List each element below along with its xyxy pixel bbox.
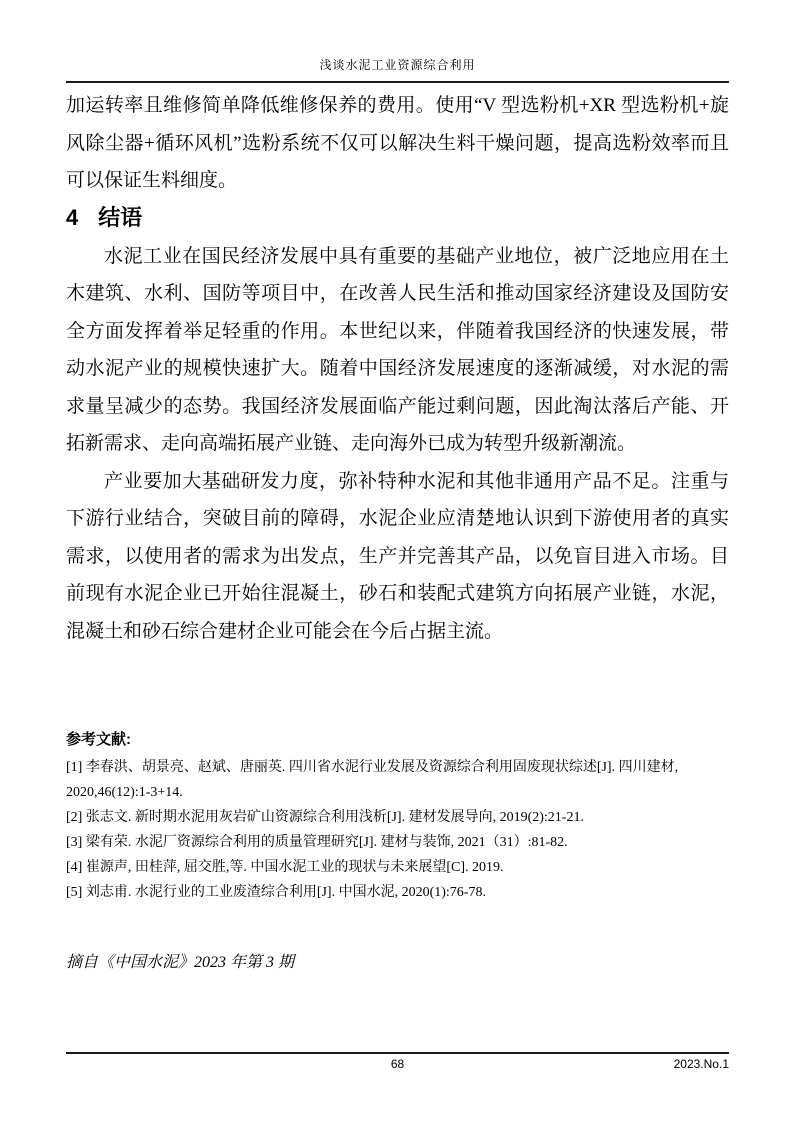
reference-item-4: [4] 崔源声, 田桂萍, 屈交胜,等. 中国水泥工业的现状与未来展望[C]. 2019. [66,860,504,875]
reference-item-1: [1] 李春洪、胡景亮、赵斌、唐丽英. 四川省水泥行业发展及资源综合利用固废现状综述[J]. 四川建材, 2020,46(12):1-3+14. [66,760,679,800]
page-footer [66,1052,729,1072]
header-rule [66,81,729,83]
references-section [66,730,729,905]
page-header [66,57,729,83]
section-title: 结语 [98,204,143,230]
reference-item-5: [5] 刘志甫. 水泥行业的工业废渣综合利用[J]. 中国水泥, 2020(1):76-78. [66,885,486,900]
reference-item-2: [2] 张志文. 新时期水泥用灰岩矿山资源综合利用浅析[J]. 建材发展导向, 2019(2):21-21. [66,810,584,825]
intro-paragraph: 加运转率且维修简单降低维修保养的费用。使用“V 型选粉机+XR 型选粉机+旋风除尘器+循环风机”选粉系统不仅可以解决生料干燥问题，提高选粉效率而且可以保证生料细度。 [66,95,729,191]
reference-item-3: [3] 梁有荣. 水泥厂资源综合利用的质量管理研究[J]. 建材与装饰, 2021（31）:81-82. [66,835,568,850]
issue-label: 2023.No.1 [673,1057,729,1071]
body-paragraph-1: 水泥工业在国民经济发展中具有重要的基础产业地位，被广泛地应用在土木建筑、水利、国防等项目中，在改善人民生活和推动国家经济建设及国防安全方面发挥着举足轻重的作用。本世纪以来，伴随着我国经济的快速发展，带动水泥产业的规模快速扩大。随着中国经济发展速度的逐渐减缓，对水泥的需求量呈减少的态势。我国经济发展面临产能过剩问题，因此淘汰落后产能、开拓新需求、走向高端拓展产业链、走向海外已成为转型升级新潮流。 [66,245,729,454]
source-note: 摘自《中国水泥》2023 年第 3 期 [66,954,295,971]
section-number: 4 [66,204,79,230]
running-head-title: 浅谈水泥工业资源综合利用 [319,58,476,72]
footer-row [66,1054,729,1072]
body-paragraph-2: 产业要加大基础研发力度，弥补特种水泥和其他非通用产品不足。注重与下游行业结合，突破目前的障碍，水泥企业应清楚地认识到下游使用者的真实需求，以使用者的需求为出发点，生产并完善其产品，以免盲目进入市场。目前现有水泥企业已开始往混凝土，砂石和装配式建筑方向拓展产业链，水泥，混凝土和砂石综合建材企业可能会在今后占据主流。 [66,470,729,642]
references-heading: 参考文献: [66,731,131,748]
page-number: 68 [390,1057,405,1071]
section-heading [66,205,729,231]
